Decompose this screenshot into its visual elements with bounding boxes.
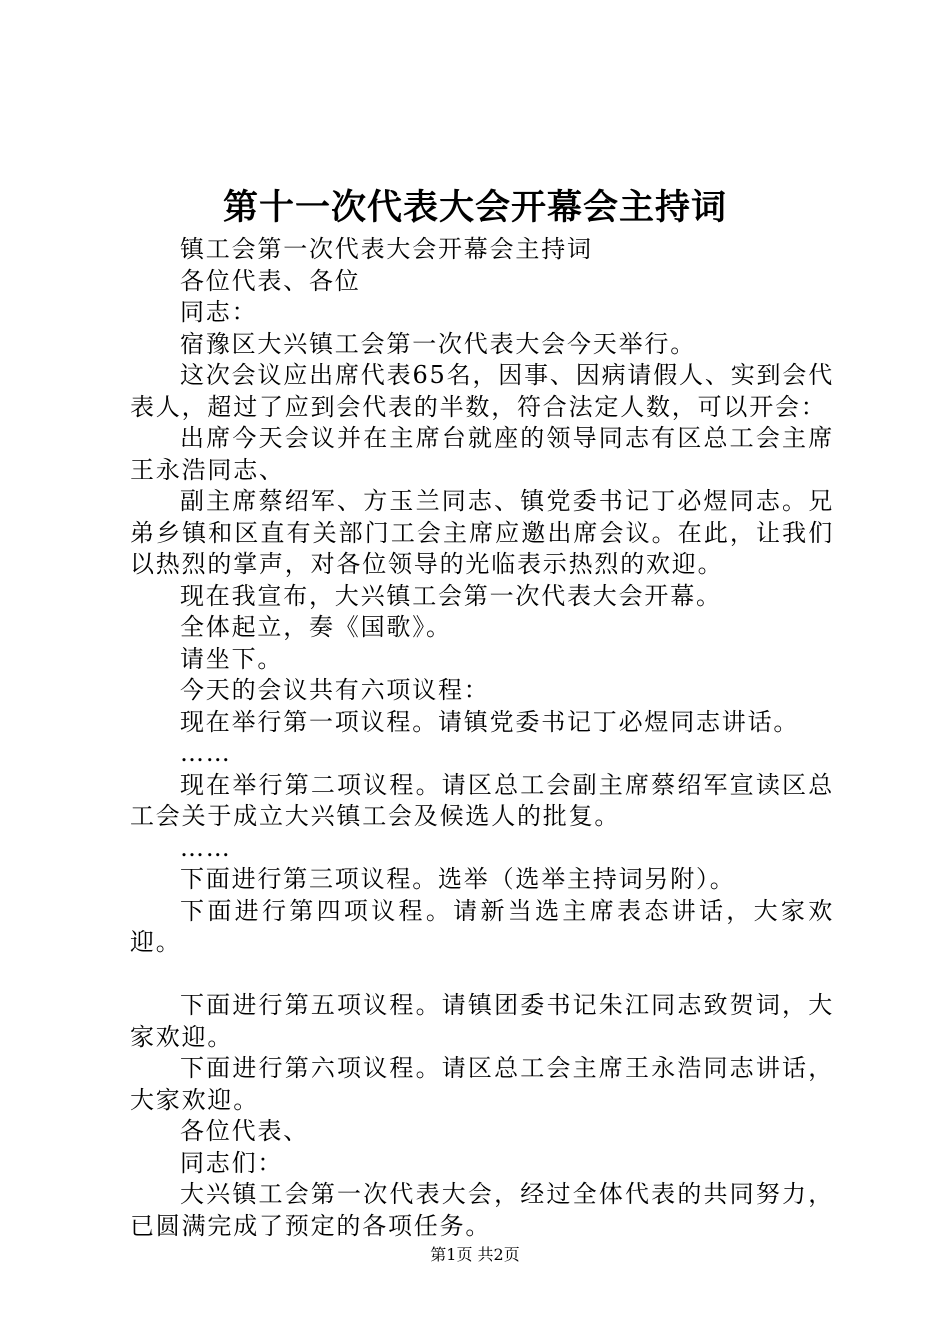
paragraph: 各位代表、各位 (180, 266, 361, 295)
paragraph: 现在举行第一项议程。请镇党委书记丁必煜同志讲话。 (180, 707, 800, 736)
ellipsis-line: …… (180, 739, 232, 767)
paragraph: 下面进行第五项议程。请镇团委书记朱江同志致贺词，大家欢迎。 (130, 991, 834, 1051)
paragraph: 各位代表、 (180, 1117, 309, 1145)
paragraph: 镇工会第一次代表大会开幕会主持词 (180, 235, 593, 263)
paragraph: 现在我宣布，大兴镇工会第一次代表大会开幕。 (180, 581, 722, 610)
paragraph: 副主席蔡绍军、方玉兰同志、镇党委书记丁必煜同志。兄弟乡镇和区直有关部门工会主席应邀出席会议。在此，让我们以热烈的掌声，对各位领导的光临表示热烈的欢迎。 (130, 487, 834, 578)
document-body (130, 234, 834, 1242)
ellipsis-line: …… (180, 833, 232, 862)
paragraph: 下面进行第六项议程。请区总工会主席王永浩同志讲话，大家欢迎。 (130, 1054, 834, 1114)
paragraph: 请坐下。 (180, 644, 284, 673)
paragraph: 同志： (180, 298, 258, 326)
paragraph: 现在举行第二项议程。请区总工会副主席蔡绍军宣读区总工会关于成立大兴镇工会及候选人的批复。 (130, 770, 834, 830)
paragraph: 同志们： (180, 1148, 284, 1177)
paragraph: 下面进行第四项议程。请新当选主席表态讲话，大家欢迎。 (130, 896, 834, 956)
paragraph: 今天的会议共有六项议程： (180, 676, 490, 704)
paragraph: 出席今天会议并在主席台就座的领导同志有区总工会主席王永浩同志、 (130, 424, 834, 484)
paragraph: 宿豫区大兴镇工会第一次代表大会今天举行。 (180, 329, 696, 358)
document-title: 第十一次代表大会开幕会主持词 (222, 187, 727, 228)
paragraph: 这次会议应出席代表65名，因事、因病请假人、实到会代表人，超过了应到会代表的半数，符合法定人数，可以开会： (130, 361, 834, 421)
paragraph: 全体起立，奏《国歌》。 (180, 613, 452, 641)
paragraph: 大兴镇工会第一次代表大会，经过全体代表的共同努力，已圆满完成了预定的各项任务。 (130, 1180, 834, 1240)
paragraph: 下面进行第三项议程。选举（选举主持词另附）。 (180, 865, 736, 893)
page-number: 第1页 共2页 (430, 1245, 520, 1264)
